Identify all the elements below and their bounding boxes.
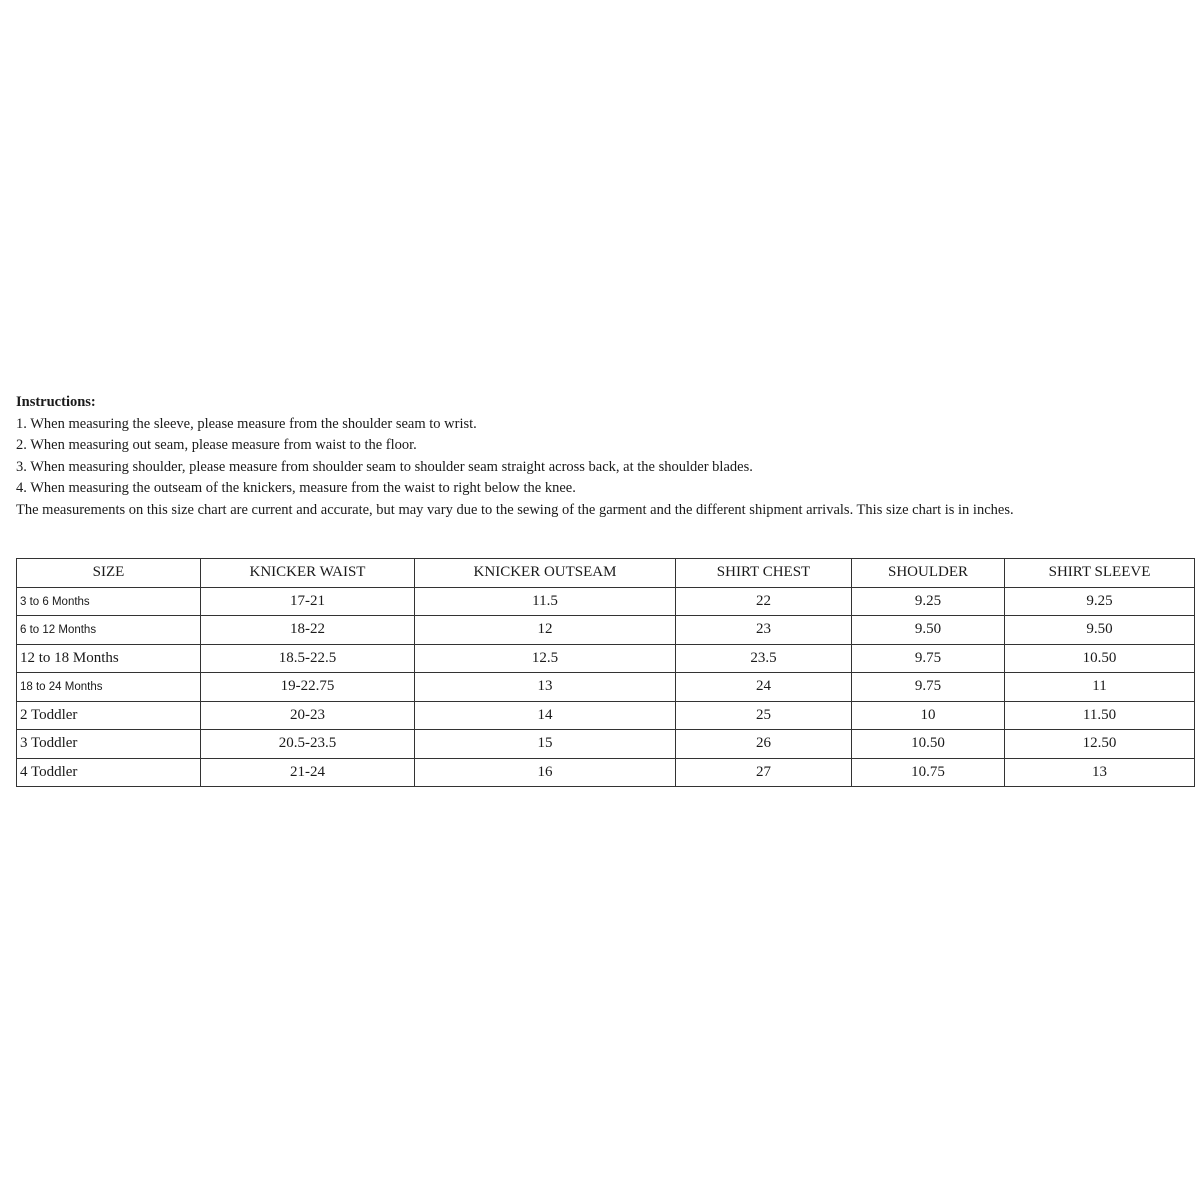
instructions-title: Instructions:: [16, 394, 96, 410]
knicker-outseam-cell: 12: [415, 616, 676, 645]
table-row: [17, 644, 1195, 673]
shirt-sleeve-cell: 9.50: [1005, 616, 1195, 645]
size-cell: [17, 673, 201, 702]
shoulder-cell: 10: [852, 701, 1005, 730]
table-row: [17, 758, 1195, 787]
header-knicker-outseam: KNICKER OUTSEAM: [415, 559, 676, 588]
size-label: 18 to 24 Months: [20, 681, 103, 694]
size-cell: [17, 616, 201, 645]
header-shirt-chest: SHIRT CHEST: [676, 559, 852, 588]
instructions-block: [16, 392, 1194, 521]
knicker-waist-cell: 20.5-23.5: [201, 730, 415, 759]
shirt-chest-cell: 23: [676, 616, 852, 645]
shirt-chest-cell: 27: [676, 758, 852, 787]
size-cell: [17, 587, 201, 616]
size-cell: 12 to 18 Months: [17, 644, 201, 673]
instruction-line: 2. When measuring out seam, please measure from waist to the floor.: [16, 437, 417, 453]
table-row: [17, 673, 1195, 702]
shirt-chest-cell: 24: [676, 673, 852, 702]
table-header-row: [17, 559, 1195, 588]
size-table: [16, 558, 1195, 787]
table-row: [17, 616, 1195, 645]
shoulder-cell: 10.50: [852, 730, 1005, 759]
knicker-waist-cell: 17-21: [201, 587, 415, 616]
shirt-chest-cell: 26: [676, 730, 852, 759]
knicker-outseam-cell: 14: [415, 701, 676, 730]
knicker-outseam-cell: 13: [415, 673, 676, 702]
instruction-line: 4. When measuring the outseam of the knickers, measure from the waist to right below the knee.: [16, 480, 576, 496]
size-cell: 4 Toddler: [17, 758, 201, 787]
instructions-note: The measurements on this size chart are current and accurate, but may vary due to the sewing of the garment and the different shipment arrivals. This size chart is in inches.: [16, 501, 1014, 518]
shirt-sleeve-cell: 11.50: [1005, 701, 1195, 730]
header-knicker-waist: KNICKER WAIST: [201, 559, 415, 588]
shirt-sleeve-cell: 11: [1005, 673, 1195, 702]
size-label: 6 to 12 Months: [20, 624, 97, 637]
knicker-waist-cell: 18.5-22.5: [201, 644, 415, 673]
knicker-outseam-cell: 11.5: [415, 587, 676, 616]
header-shoulder: SHOULDER: [852, 559, 1005, 588]
table-row: [17, 701, 1195, 730]
shirt-sleeve-cell: 9.25: [1005, 587, 1195, 616]
shoulder-cell: 9.25: [852, 587, 1005, 616]
size-cell: 2 Toddler: [17, 701, 201, 730]
size-chart-sheet: [16, 392, 1194, 780]
shirt-chest-cell: 22: [676, 587, 852, 616]
shoulder-cell: 9.50: [852, 616, 1005, 645]
knicker-outseam-cell: 15: [415, 730, 676, 759]
knicker-waist-cell: 19-22.75: [201, 673, 415, 702]
table-row: [17, 730, 1195, 759]
instruction-line: 1. When measuring the sleeve, please measure from the shoulder seam to wrist.: [16, 415, 477, 432]
knicker-waist-cell: 21-24: [201, 758, 415, 787]
size-cell: 3 Toddler: [17, 730, 201, 759]
knicker-outseam-cell: 12.5: [415, 644, 676, 673]
shoulder-cell: 9.75: [852, 673, 1005, 702]
table-row: [17, 587, 1195, 616]
header-shirt-sleeve: SHIRT SLEEVE: [1005, 559, 1195, 588]
size-label: 3 to 6 Months: [20, 595, 90, 608]
header-size: SIZE: [17, 559, 201, 588]
shirt-sleeve-cell: 10.50: [1005, 644, 1195, 673]
knicker-waist-cell: 18-22: [201, 616, 415, 645]
shirt-chest-cell: 25: [676, 701, 852, 730]
shoulder-cell: 10.75: [852, 758, 1005, 787]
shirt-chest-cell: 23.5: [676, 644, 852, 673]
knicker-outseam-cell: 16: [415, 758, 676, 787]
knicker-waist-cell: 20-23: [201, 701, 415, 730]
instruction-line: 3. When measuring shoulder, please measure from shoulder seam to shoulder seam straight across back, at the shoulder blades.: [16, 458, 753, 475]
shoulder-cell: 9.75: [852, 644, 1005, 673]
shirt-sleeve-cell: 12.50: [1005, 730, 1195, 759]
shirt-sleeve-cell: 13: [1005, 758, 1195, 787]
